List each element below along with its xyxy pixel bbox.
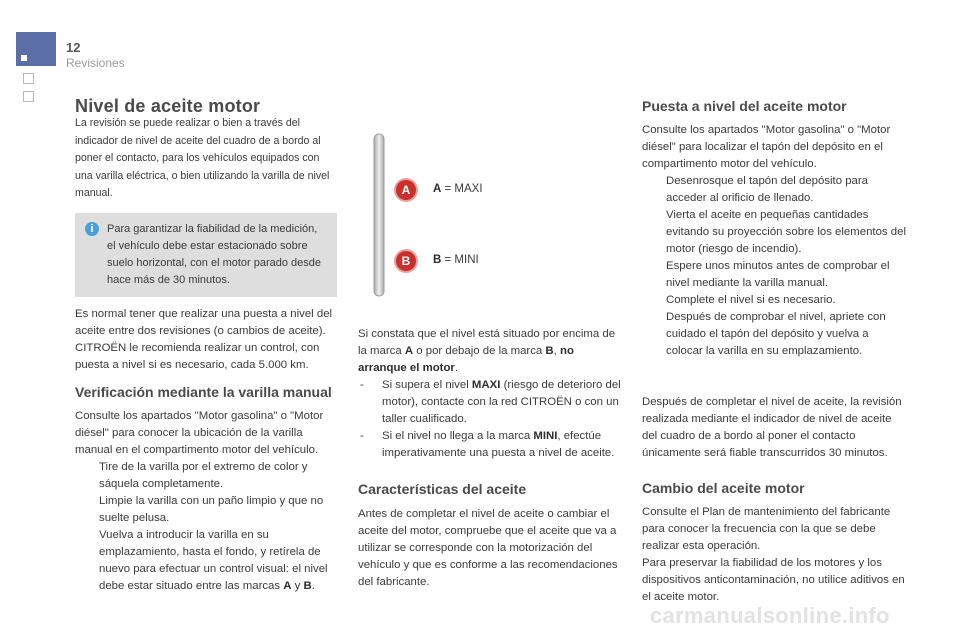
list-item: - Si supera el nivel MAXI (riesgo de deterioro del motor), contacte con la red CITROËN o con un taller cualificado. bbox=[360, 379, 621, 425]
paragraph: Si constata que el nivel está situado por encima de la marca A o por debajo de la marca B, no arranque el motor. bbox=[358, 328, 616, 374]
page-title: Nivel de aceite motor bbox=[75, 96, 261, 116]
section-heading: Verificación mediante la varilla manual bbox=[75, 383, 332, 400]
paragraph: Es normal tener que realizar una puesta a nivel del aceite entre dos revisiones (o cambios de aceite). CITROËN le recomienda realizar un control, con puesta a nivel si es necesario, cada 5.000 km. bbox=[75, 307, 333, 371]
list-item: Vierta el aceite en pequeñas cantidades evitando su proyección sobre los elementos del motor (riesgo de incendio). bbox=[666, 209, 906, 255]
paragraph: Consulte los apartados "Motor gasolina" o "Motor diésel" para localizar el tapón del depósito en el compartimento motor del vehículo. bbox=[642, 124, 891, 170]
list-item: Vuelva a introducir la varilla en su emplazamiento, hasta el fondo, y retírela de nuevo para efectuar un control visual: el nivel debe estar situado entre las marcas A y B. bbox=[99, 528, 328, 592]
info-icon: i bbox=[85, 222, 99, 236]
column-left bbox=[75, 98, 337, 595]
list-item: Desenrosque el tapón del depósito para acceder al orificio de llenado. bbox=[666, 175, 869, 204]
list-item: Después de comprobar el nivel, apriete con cuidado el tapón del depósito y vuelva a colocar la varilla en su emplazamiento. bbox=[666, 311, 886, 357]
mark-b-badge: B bbox=[396, 251, 416, 271]
chapter-tab-empty bbox=[23, 91, 34, 102]
paragraph: Consulte los apartados "Motor gasolina" o "Motor diésel" para conocer la ubicación de la varilla manual en el compartimento motor del vehículo. bbox=[75, 409, 324, 456]
column-right bbox=[642, 98, 907, 606]
mark-a-label: A = MAXI bbox=[433, 183, 483, 195]
section-heading: Características del aceite bbox=[358, 481, 527, 497]
section-heading: Puesta a nivel del aceite motor bbox=[642, 98, 847, 114]
chapter-tab-marker bbox=[21, 55, 27, 61]
paragraph: Después de completar el nivel de aceite, la revisión realizada mediante el indicador de nivel de aceite del cuadro de a bordo al poner el contacto únicamente será fiable transcurridos 30 minutos. bbox=[642, 396, 902, 459]
chapter-tab bbox=[16, 32, 56, 66]
paragraph: Consulte el Plan de mantenimiento del fabricante para conocer la frecuencia con la que se debe realizar esta operación. bbox=[642, 506, 891, 552]
dipstick-illustration bbox=[368, 132, 398, 300]
paragraph: Para preservar la fiabilidad de los motores y los dispositivos anticontaminación, no utilice aditivos en el aceite motor. bbox=[642, 557, 905, 603]
mark-a-badge: A bbox=[396, 180, 416, 200]
column-middle bbox=[358, 326, 623, 591]
paragraph: Antes de completar el nivel de aceite o cambiar el aceite del motor, compruebe que el aceite que va a utilizar se corresponde con la motorización del vehículo y que es conforme a las recomendaciones del fabricante. bbox=[358, 508, 618, 588]
list-item: Espere unos minutos antes de comprobar el nivel mediante la varilla manual. bbox=[666, 260, 890, 289]
watermark: carmanualsonline.info bbox=[650, 603, 890, 628]
section-heading: Cambio del aceite motor bbox=[642, 480, 805, 496]
dash-marker: - bbox=[360, 379, 364, 391]
page-number: 12 bbox=[66, 40, 81, 55]
chapter-tab-empty bbox=[23, 73, 34, 84]
info-text: Para garantizar la fiabilidad de la medición, el vehículo debe estar estacionado sobre suelo horizontal, con el motor parado desde hace más de 30 minutos. bbox=[107, 222, 322, 286]
list-item: - Si el nivel no llega a la marca MINI, efectúe imperativamente una puesta a nivel de aceite. bbox=[360, 430, 615, 459]
dash-marker: - bbox=[360, 430, 364, 442]
list-item: Complete el nivel si es necesario. bbox=[666, 294, 836, 306]
list-item: Tire de la varilla por el extremo de color y sáquela completamente. bbox=[99, 460, 308, 490]
info-box bbox=[75, 213, 337, 297]
list-item: Limpie la varilla con un paño limpio y que no suelte pelusa. bbox=[99, 494, 324, 524]
section-label: Revisiones bbox=[66, 56, 125, 70]
mark-b-label: B = MINI bbox=[433, 254, 479, 266]
intro-text: La revisión se puede realizar o bien a través del indicador de nivel de aceite del cuadro de a bordo al poner el contacto, para los vehículos equipados con una varilla eléctrica, o bien utilizando la varilla de nivel manual. bbox=[75, 117, 330, 199]
